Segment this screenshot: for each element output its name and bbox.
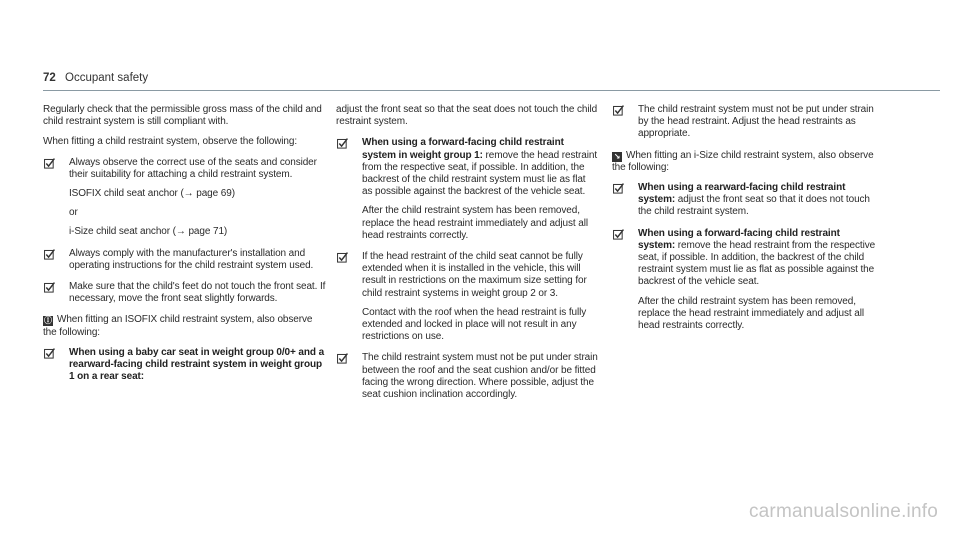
- checkbox-icon: [337, 138, 348, 149]
- item-text: remove the head restraint from the respective seat, if possible. In addition, the backrest of the child restraint system must lie as flat as possible against the backrest of the vehicle seat.: [638, 239, 876, 288]
- column-3: [612, 104, 876, 341]
- item-text: The child restraint system must not be put under strain between the roof and the seat cushion and/or be fitted facing the wrong direction. Where possible, adjust the seat cushion inclination accordingly.: [362, 352, 598, 401]
- column-2: [336, 104, 598, 410]
- checkbox-icon: [337, 353, 348, 364]
- checklist-item: [336, 352, 598, 401]
- checkbox-icon: [44, 348, 55, 359]
- item-text: The child restraint system must not be put under strain by the head restraint. Adjust the head restraints as appropriate.: [638, 104, 874, 140]
- or-text: or: [69, 207, 78, 219]
- checkbox-icon: [44, 158, 55, 169]
- isize-icon: ↘: [613, 151, 621, 161]
- isofix-icon: Ⓘ: [44, 316, 52, 326]
- isize-note-text: When fitting an i-Size child restraint system, also observe the following:: [612, 149, 874, 173]
- item-text: After the child restraint system has been removed, replace the head restraint immediately and adjust all head restraints correctly.: [362, 205, 588, 241]
- page-header: [43, 72, 148, 84]
- page-number: 72: [43, 72, 56, 84]
- checkbox-icon: [613, 105, 624, 116]
- watermark: carmanualsonline.info: [748, 501, 938, 522]
- checkbox-icon: [44, 249, 55, 260]
- isofix-note: [43, 314, 328, 338]
- item-text: After the child restraint system has been removed, replace the head restraint immediately and adjust all head restraints correctly.: [638, 295, 864, 332]
- checklist-item: [336, 137, 598, 242]
- isofix-anchor-ref: ISOFIX child seat anchor (→ page 69): [69, 188, 235, 200]
- header-divider: [43, 90, 940, 91]
- checklist-item: [43, 157, 328, 239]
- column-1: [43, 104, 328, 392]
- item-heading: When using a baby car seat in weight group 0/0+ and a rearward-facing child restraint system in weight group 1 on a rear seat:: [69, 346, 325, 383]
- isofix-note-text: When fitting an ISOFIX child restraint system, also observe the following:: [43, 314, 313, 338]
- item-text: Make sure that the child's feet do not touch the front seat. If necessary, move the front seat slightly forwards.: [69, 281, 326, 305]
- item-heading: When using a forward-facing child restraint system in weight group 1:: [362, 137, 564, 161]
- checklist-item: [612, 182, 876, 219]
- paragraph: When fitting a child restraint system, observe the following:: [43, 136, 298, 148]
- checklist-item: [336, 251, 598, 343]
- isize-anchor-ref: i-Size child seat anchor (→ page 71): [69, 226, 228, 238]
- checklist-item: [612, 104, 876, 141]
- item-text: Always comply with the manufacturer's installation and operating instructions for the child restraint system used.: [69, 247, 314, 271]
- checkbox-icon: [613, 183, 624, 194]
- checkbox-icon: [337, 252, 348, 263]
- checklist-item: [612, 228, 876, 333]
- isize-note: [612, 150, 876, 174]
- checkbox-icon: [44, 282, 55, 293]
- item-heading: When using a forward-facing child restraint system:: [638, 227, 840, 251]
- item-text: Contact with the roof when the head restraint is fully extended and locked in place will not result in any restrictions on use.: [362, 306, 587, 343]
- paragraph: Regularly check that the permissible gross mass of the child and child restraint system is still compliant with.: [43, 104, 322, 128]
- section-title: Occupant safety: [65, 72, 149, 84]
- item-heading: When using a rearward-facing child restraint system:: [638, 182, 846, 206]
- item-text: adjust the front seat so that the seat does not touch the child restraint system.: [336, 104, 598, 128]
- item-text: If the head restraint of the child seat cannot be fully extended when it is installed in the vehicle, this will result in restrictions on the maximum size setting for child restraint systems in weight group 2 or 3.: [362, 251, 587, 299]
- checklist-item: [43, 281, 328, 305]
- checklist-item: [43, 248, 328, 272]
- checkbox-icon: [613, 229, 624, 240]
- continued-text: [336, 104, 598, 128]
- item-text: adjust the front seat so that it does not touch the child restraint system.: [638, 194, 870, 218]
- item-text: Always observe the correct use of the seats and consider their suitability for attaching a child restraint system.: [69, 156, 317, 180]
- item-text: remove the head restraint from the respective seat, if possible. In addition, the backrest of the child restraint system must lie as flat as possible against the backrest of the vehicle seat.: [362, 149, 597, 198]
- checklist-item: [43, 347, 328, 384]
